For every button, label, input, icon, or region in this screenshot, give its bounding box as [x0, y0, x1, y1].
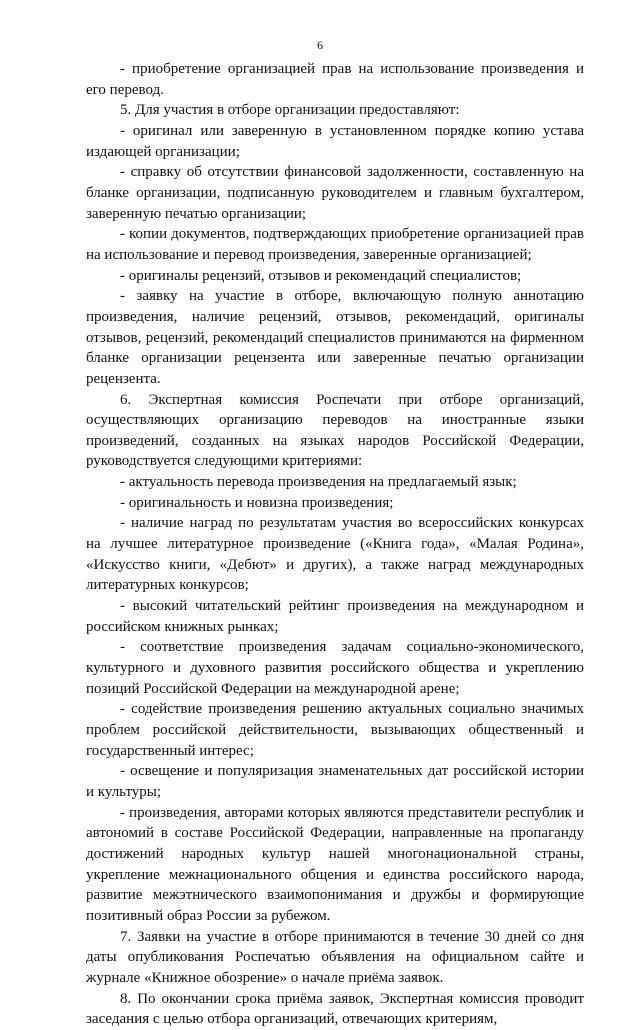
paragraph: - приобретение организацией прав на использование произведения и его перевод.: [86, 61, 584, 98]
paragraph: - содействие произведения решению актуальных социально значимых проблем российской действительности, вызывающих общественный и государственный интерес;: [86, 701, 584, 759]
paragraph: - оригинал или заверенную в установленном порядке копию устава издающей организации;: [86, 122, 584, 160]
paragraph: - копии документов, подтверждающих приобретение организацией прав на использование и перевод произведения, заверенные организацией;: [86, 226, 584, 263]
document-body: [86, 59, 584, 1030]
paragraph: 7. Заявки на участие в отборе принимаются в течение 30 дней со дня даты опубликования Роспечатью объявления на официальном сайте и журнале «Книжное обозрение» о начале приёма заявок.: [86, 928, 584, 986]
paragraph: 6. Экспертная комиссия Роспечати при отборе организаций, осуществляющих организацию переводов на иностранные языки произведений, созданных на языках народов Российской Федерации, руководствуется следующими критериями:: [86, 391, 584, 470]
paragraph: - соответствие произведения задачам социально-экономического, культурного и духовного развития российского общества и укреплению позиций Российской Федерации на международной арене;: [86, 639, 584, 697]
paragraph: 8. По окончании срока приёма заявок, Экспертная комиссия проводит заседания с целью отбора организаций, отвечающих критериям,: [86, 990, 584, 1028]
paragraph: - высокий читательский рейтинг произведения на международном и российском книжных рынках;: [86, 598, 584, 635]
paragraph: - наличие наград по результатам участия во всероссийских конкурсах на лучшее литературное произведение («Книга года», «Малая Родина», «Искусство книги, «Дебют» и других), а также наград международных литературных конкурсов;: [86, 515, 584, 594]
paragraph: - оригинальность и новизна произведения;: [120, 494, 394, 511]
paragraph: - произведения, авторами которых являются представители республик и автономий в составе Российской Федерации, направленные на пропаганду достижений народных культур нашей многонациональной страны, укрепление межнационального общения и единства российского народа, развитие межэтнического взаимопонимания и дружбы и формирующие позитивный образ России за рубежом.: [86, 804, 584, 924]
paragraph: - актуальность перевода произведения на предлагаемый язык;: [120, 474, 517, 491]
paragraph: - заявку на участие в отборе, включающую полную аннотацию произведения, наличие рецензий, отзывов, рекомендаций, оригиналы отзывов, рецензий, рекомендаций специалистов принимаются на фирменном бланке организации рецензента или заверенные печатью организации рецензента.: [86, 288, 584, 387]
paragraph: - оригиналы рецензий, отзывов и рекомендаций специалистов;: [120, 267, 522, 284]
paragraph: - справку об отсутствии финансовой задолженности, составленную на бланке организации, подписанную руководителем и главным бухгалтером, заверенную печатью организации;: [86, 164, 584, 222]
paragraph: - освещение и популяризация знаменательных дат российской истории и культуры;: [86, 763, 584, 800]
paragraph: 5. Для участия в отборе организации предоставляют:: [120, 102, 460, 119]
page-number: 6: [317, 38, 323, 52]
